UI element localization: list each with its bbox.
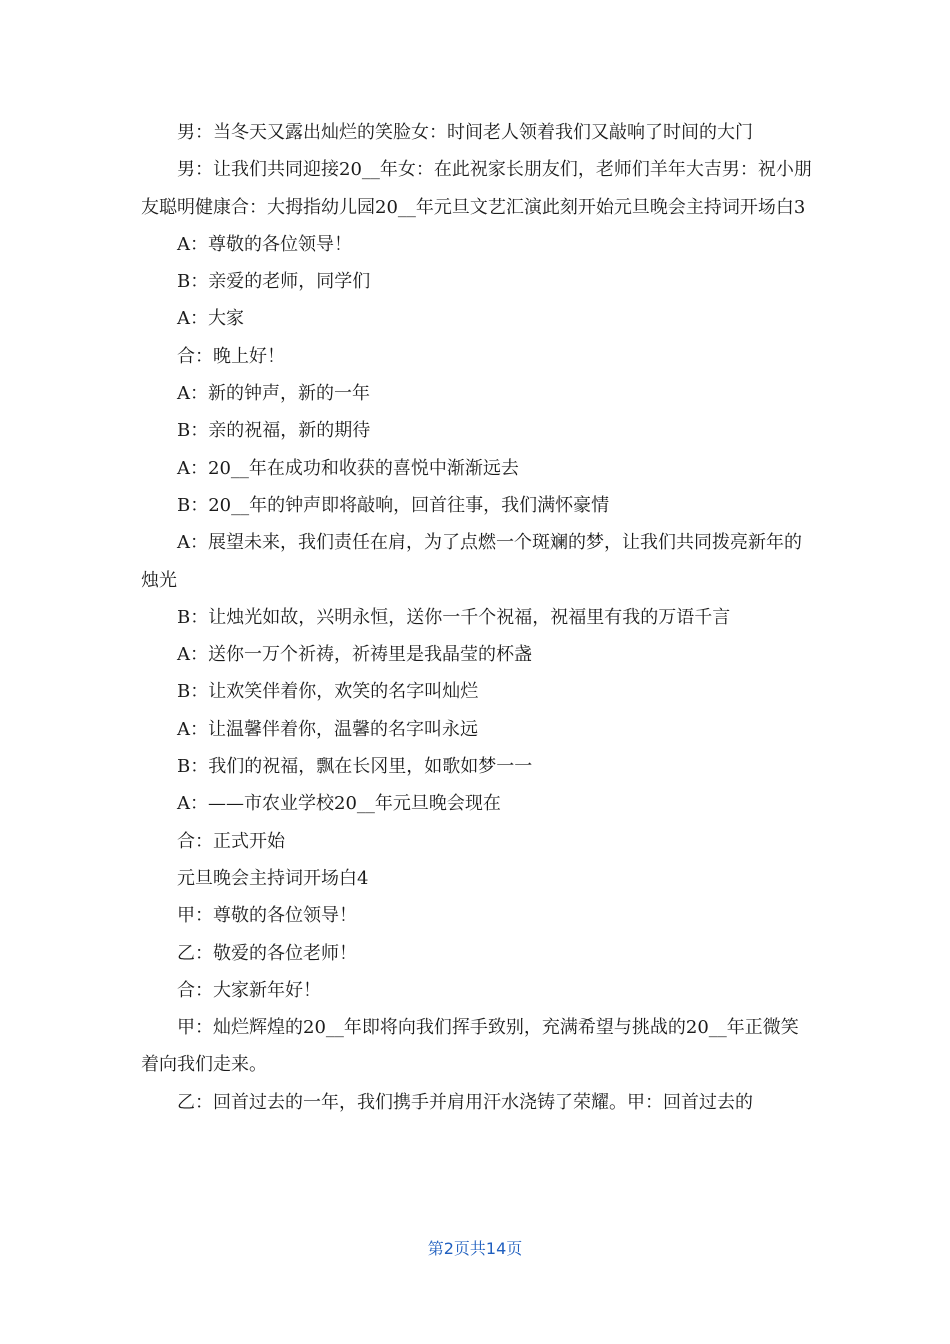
- paragraph: A：20__年在成功和收获的喜悦中渐渐远去: [177, 457, 519, 479]
- paragraph: B：让欢笑伴着你，欢笑的名字叫灿烂: [177, 681, 479, 703]
- paragraph: A：大家: [177, 308, 244, 330]
- paragraph: 乙：敬爱的各位老师！: [177, 942, 357, 964]
- paragraph: A：尊敬的各位领导！: [177, 233, 352, 255]
- document-body: [141, 114, 813, 1121]
- paragraph: 乙：回首过去的一年，我们携手并肩用汗水浇铸了荣耀。甲：回首过去的: [177, 1091, 753, 1113]
- paragraph: 男：让我们共同迎接20__年女：在此祝家长朋友们，老师们羊年大吉男：祝小朋友聪明健康合：大拇指幼儿园20__年元旦文艺汇演此刻开始元旦晚会主持词开场白3: [141, 159, 812, 218]
- paragraph: B：亲爱的老师，同学们: [177, 271, 371, 293]
- paragraph: 合：晚上好！: [177, 345, 285, 367]
- paragraph: 合：大家新年好！: [177, 979, 321, 1001]
- section-heading: 元旦晚会主持词开场白4: [177, 867, 369, 889]
- paragraph: A：让温馨伴着你，温馨的名字叫永远: [177, 718, 478, 740]
- paragraph: 甲：尊敬的各位领导！: [177, 905, 357, 927]
- paragraph: A：新的钟声，新的一年: [177, 383, 370, 405]
- paragraph: A：展望未来，我们责任在肩，为了点燃一个斑斓的梦，让我们共同拨亮新年的烛光: [141, 532, 802, 591]
- page-number-footer: 第2页共14页: [427, 1239, 523, 1258]
- paragraph: A：送你一万个祈祷，祈祷里是我晶莹的杯盏: [177, 644, 532, 666]
- paragraph: B：20__年的钟声即将敲响，回首往事，我们满怀豪情: [177, 494, 610, 516]
- paragraph: 合：正式开始: [177, 830, 285, 852]
- paragraph: B：让烛光如故，兴明永恒，送你一千个祝福，祝福里有我的万语千言: [177, 606, 731, 628]
- paragraph: 男：当冬天又露出灿烂的笑脸女：时间老人领着我们又敲响了时间的大门: [177, 122, 753, 143]
- paragraph: 甲：灿烂辉煌的20__年即将向我们挥手致别，充满希望与挑战的20__年正微笑着向我们走来。: [141, 1017, 799, 1076]
- paragraph: B：亲的祝福，新的期待: [177, 420, 371, 442]
- paragraph: B：我们的祝福，飘在长冈里，如歌如梦一一: [177, 756, 533, 778]
- paragraph: A：——市农业学校20__年元旦晚会现在: [177, 793, 501, 815]
